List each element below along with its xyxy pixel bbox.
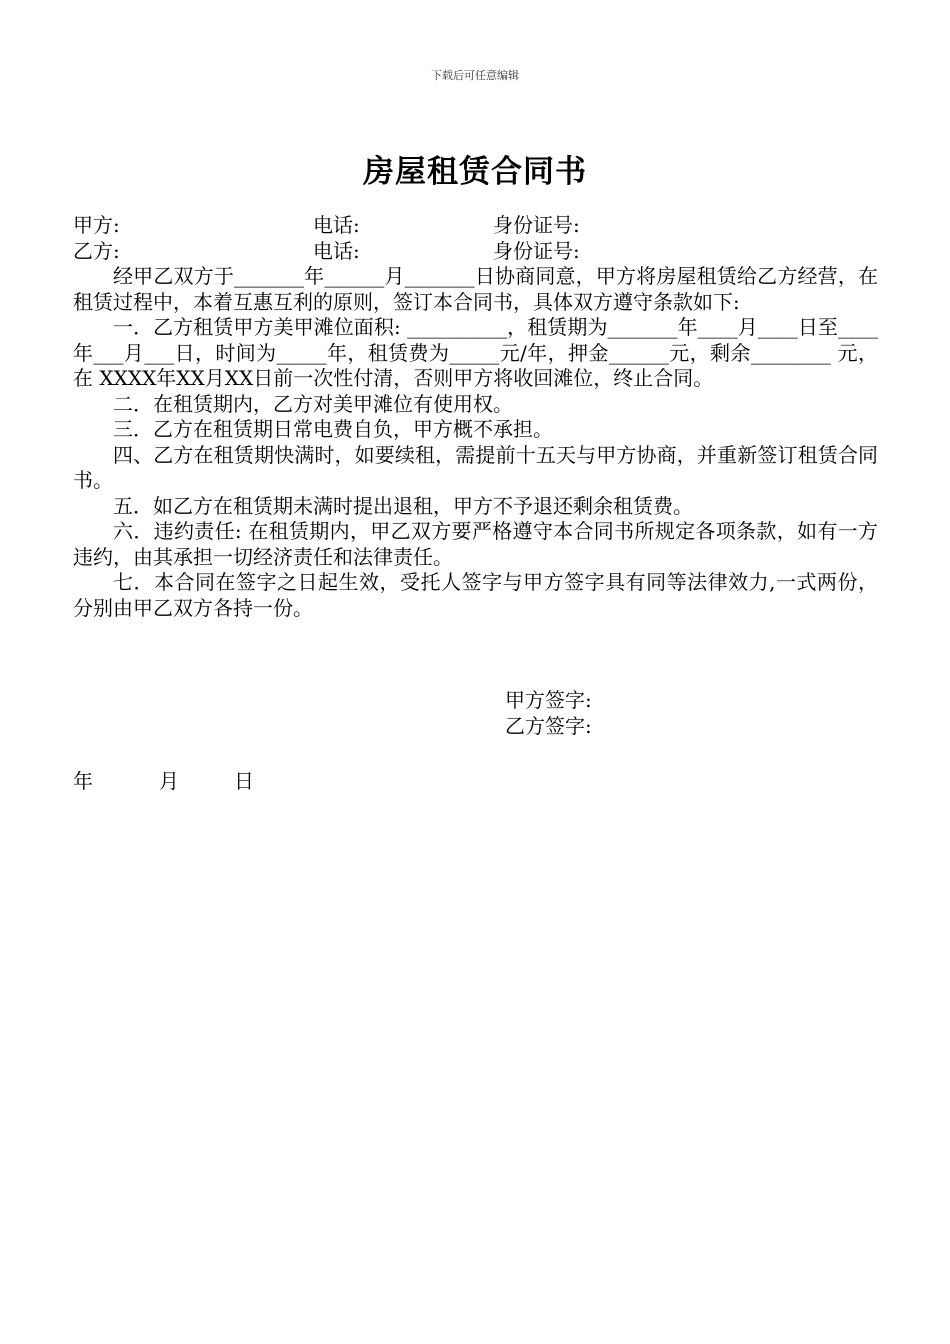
date-day-label: 日: [234, 769, 254, 793]
date-line: [73, 765, 254, 794]
party-b-label: 乙方:: [73, 238, 120, 263]
party-a-signature-label: 甲方签字:: [505, 688, 592, 712]
party-a-row: [73, 213, 878, 239]
party-a-phone-label: 电话:: [313, 213, 360, 237]
signature-block: [505, 688, 592, 739]
header-note: 下载后可任意编辑: [431, 69, 519, 82]
party-b-id-label: 身份证号:: [493, 238, 580, 263]
party-a-label: 甲方:: [73, 213, 120, 237]
party-b-signature-label: 乙方签字:: [505, 713, 592, 738]
clause-2: 二．在租赁期内，乙方对美甲滩位有使用权。: [113, 391, 513, 416]
party-b-phone-label: 电话:: [313, 238, 360, 263]
document-title: 房屋租赁合同书: [363, 154, 587, 190]
clause-6: 六．违约责任: 在租赁期内，甲乙双方要严格遵守本合同书所规定各项条款，如有一方违约，由其承担一切经济责任和法律责任。: [73, 519, 878, 569]
date-year-label: 年: [73, 769, 93, 793]
contract-body: [73, 213, 878, 621]
clause-3: 三．乙方在租赁期日常电费自负，甲方概不承担。: [113, 417, 553, 441]
clause-4: 四、乙方在租赁期快满时，如要续租，需提前十五天与甲方协商，并重新签订租赁合同书。: [73, 442, 878, 492]
intro-paragraph: 经甲乙双方于_______年______月_______日协商同意，甲方将房屋租赁给乙方经营，在租赁过程中，本着互惠互利的原则，签订本合同书，具体双方遵守条款如下:: [73, 264, 878, 314]
clause-5: 五．如乙方在租赁期未满时提出退租，甲方不予退还剩余租赁费。: [113, 493, 693, 518]
party-a-id-label: 身份证号:: [493, 213, 580, 237]
clause-1: 一．乙方租赁甲方美甲滩位面积: __________，租赁期为_______年____月____日至____年___月___日，时间为_____年，租赁费为_____元/年，押金______元，剩余________ 元，在 XXXX年XX月XX日前一次性付清，否则甲方将收回滩位，终止合同。: [73, 315, 878, 390]
clause-7: 七．本合同在签字之日起生效，受托人签字与甲方签字具有同等法律效力,一式两份，分别由甲乙双方各持一份。: [73, 570, 878, 620]
date-month-label: 月: [159, 769, 179, 793]
party-b-row: [73, 239, 878, 265]
